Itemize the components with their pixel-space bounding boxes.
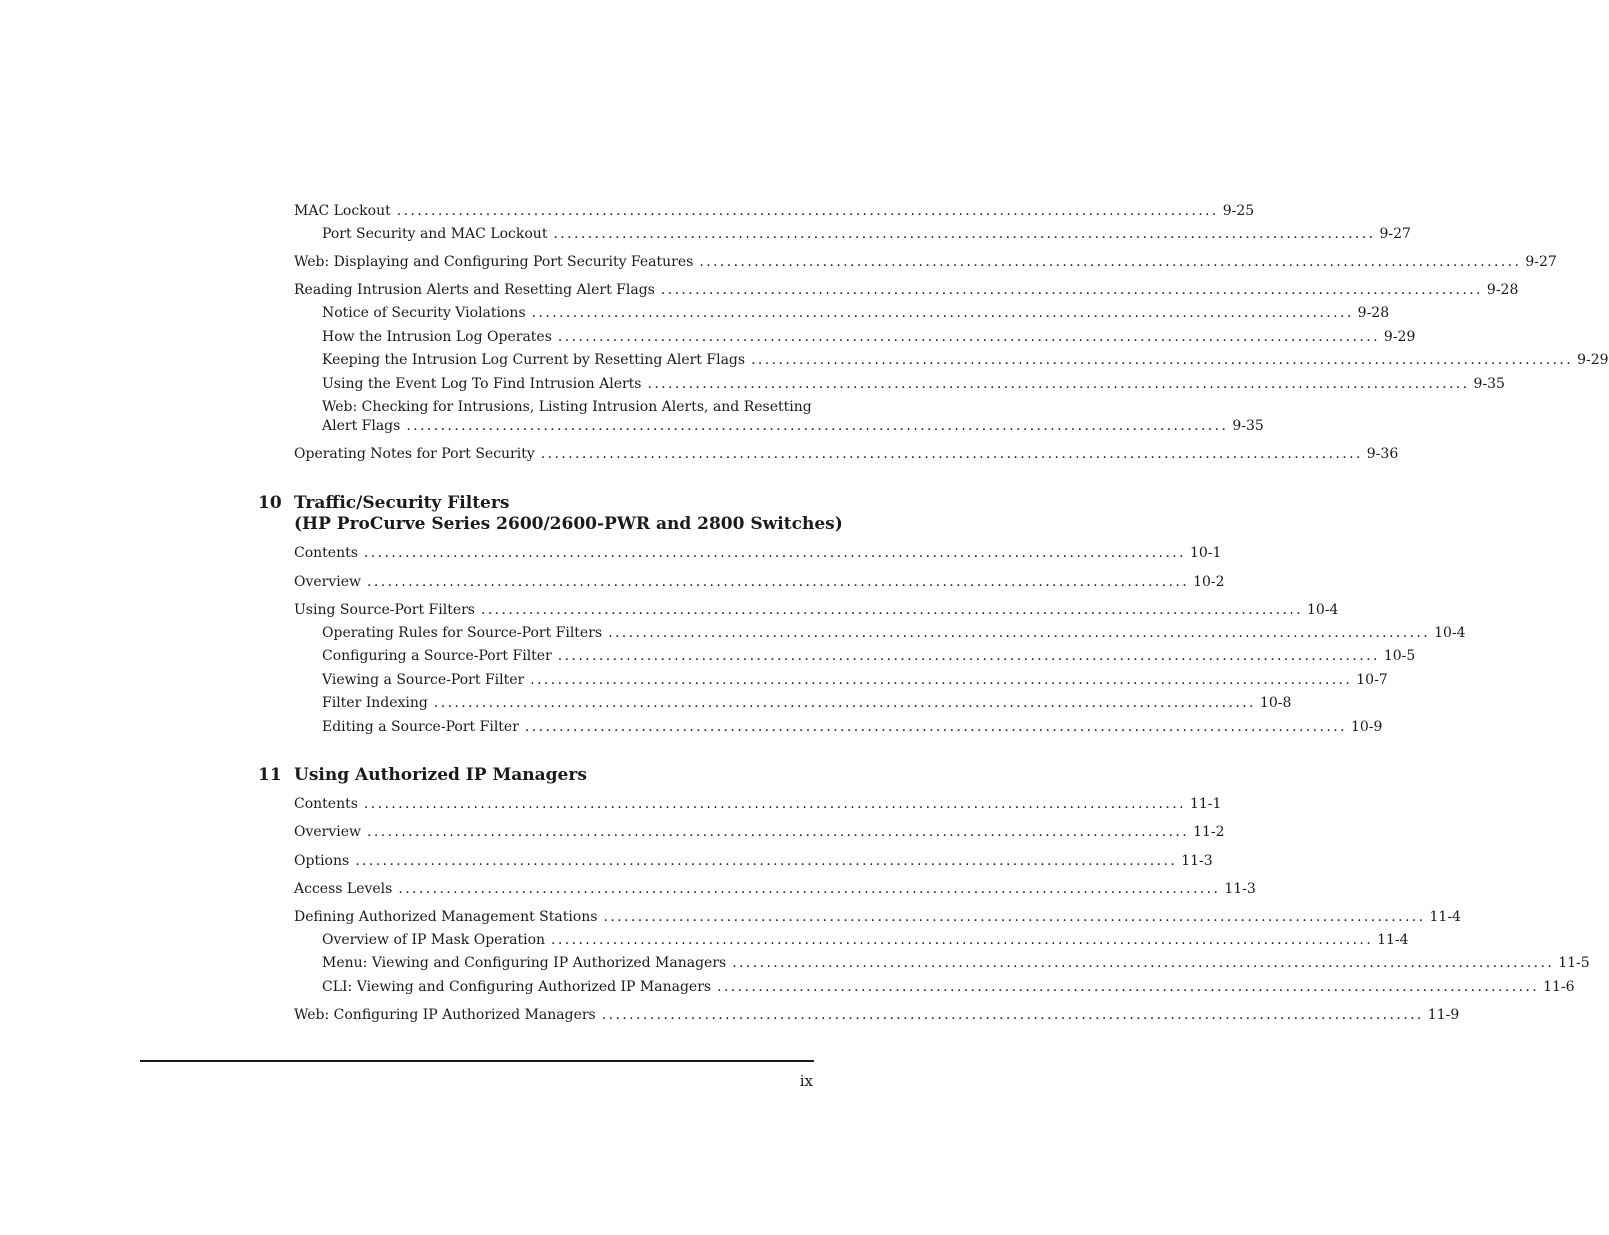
toc-entry-title: Operating Rules for Source-Port Filters [322, 625, 603, 641]
toc-entry-page: 9-28 [1486, 282, 1519, 298]
dot-leader: ........................................................................................................................ [363, 796, 1186, 812]
toc-entry-page: 9-35 [1232, 418, 1264, 434]
toc-entry-keeping-intrusion-log [322, 349, 1609, 369]
toc-entry-page: 11-2 [1193, 824, 1225, 840]
dot-leader: ........................................................................................................................ [551, 932, 1374, 948]
dot-leader: ........................................................................................................................ [699, 254, 1522, 270]
dot-leader: ........................................................................................................................ [531, 305, 1354, 321]
toc-entry-title: Overview [294, 824, 362, 840]
toc-entry-page: 11-9 [1427, 1007, 1460, 1023]
dot-leader: ........................................................................................................................ [524, 719, 1347, 735]
toc-entry-title: Web: Configuring IP Authorized Managers [294, 1007, 596, 1023]
toc-entry-title: Using the Event Log To Find Intrusion Alerts [322, 376, 642, 392]
toc-entry-page: 9-29 [1383, 329, 1416, 345]
dot-leader: ........................................................................................................................ [557, 329, 1380, 345]
dot-leader: ........................................................................................................................ [603, 909, 1426, 925]
toc-entry-cli-ip-managers [322, 976, 1575, 996]
toc-entry-web-ip-managers [294, 1004, 1460, 1024]
chapter-title-line2: (HP ProCurve Series 2600/2600-PWR and 2800 Switches) [294, 514, 843, 534]
toc-entry-contents-11 [294, 793, 1222, 813]
toc-entry-title-line1: Web: Checking for Intrusions, Listing Intrusion Alerts, and Resetting [322, 399, 812, 415]
toc-entry-title: Notice of Security Violations [322, 305, 526, 321]
dot-leader: ........................................................................................................................ [433, 695, 1256, 711]
toc-entry-title: Overview of IP Mask Operation [322, 932, 546, 948]
toc-entry-title: Menu: Viewing and Configuring IP Authorized Managers [322, 955, 727, 971]
toc-entry-title: Filter Indexing [322, 695, 428, 711]
toc-entry-title: CLI: Viewing and Configuring Authorized IP Managers [322, 979, 712, 995]
toc-entry-title: Using Source-Port Filters [294, 602, 475, 618]
dot-leader: ........................................................................................................................ [367, 824, 1190, 840]
dot-leader: ........................................................................................................................ [480, 602, 1304, 618]
toc-entry-page: 9-36 [1366, 446, 1399, 462]
toc-entry-page: 9-25 [1222, 203, 1255, 219]
toc-entry-title: MAC Lockout [294, 203, 391, 219]
dot-leader: ........................................................................................................................ [732, 955, 1555, 971]
toc-entry-port-security-mac-lockout [322, 223, 1411, 243]
toc-entry-title: Keeping the Intrusion Log Current by Resetting Alert Flags [322, 352, 746, 368]
toc-entry-page: 9-35 [1473, 376, 1505, 392]
dot-leader: ........................................................................................................................ [601, 1007, 1424, 1023]
chapter-number: 11 [258, 765, 282, 785]
toc-entry-defining-stations [294, 906, 1461, 926]
toc-entry-page: 11-1 [1189, 796, 1222, 812]
footer-rule [140, 1060, 814, 1062]
toc-entry-web-checking-intrusions [322, 399, 1264, 435]
toc-entry-title: Editing a Source-Port Filter [322, 719, 519, 735]
toc-entry-title: Reading Intrusion Alerts and Resetting Alert Flags [294, 282, 655, 298]
dot-leader: ........................................................................................................................ [751, 352, 1574, 368]
toc-entry-title: Configuring a Source-Port Filter [322, 648, 552, 664]
toc-entry-page: 11-4 [1377, 932, 1409, 948]
toc-entry-page: 11-4 [1429, 909, 1461, 925]
toc-entry-page: 9-28 [1357, 305, 1390, 321]
toc-entry-using-source-port-filters [294, 599, 1339, 619]
toc-entry-title: Defining Authorized Management Stations [294, 909, 598, 925]
toc-entry-page: 10-8 [1259, 695, 1292, 711]
chapter-title-line1: Using Authorized IP Managers [294, 765, 587, 785]
toc-entry-title: How the Intrusion Log Operates [322, 329, 552, 345]
toc-entry-web-port-security [294, 251, 1557, 271]
toc-entry-overview-11 [294, 821, 1225, 841]
dot-leader: ........................................................................................................................ [608, 625, 1431, 641]
toc-entry-page: 10-4 [1434, 625, 1466, 641]
toc-entry-options [294, 850, 1213, 870]
dot-leader: ........................................................................................................................ [367, 574, 1190, 590]
toc-entry-title: Overview [294, 574, 362, 590]
toc-entry-title: Options [294, 853, 350, 869]
toc-entry-title: Contents [294, 796, 358, 812]
dot-leader: ........................................................................................................................ [363, 545, 1186, 561]
toc-entry-reading-intrusion-alerts [294, 279, 1519, 299]
chapter-title [294, 493, 843, 535]
toc-entry-page: 10-7 [1356, 672, 1388, 688]
chapter-number: 10 [258, 493, 282, 513]
toc-entry-page: 9-27 [1379, 226, 1411, 242]
toc-entry-mac-lockout [294, 200, 1255, 220]
toc-entry-title: Operating Notes for Port Security [294, 446, 535, 462]
toc-entry-page: 11-3 [1181, 853, 1213, 869]
dot-leader: ........................................................................................................................ [647, 376, 1470, 392]
toc-entry-operating-rules [322, 622, 1466, 642]
toc-entry-page: 10-4 [1307, 602, 1339, 618]
toc-entry-page: 10-2 [1193, 574, 1225, 590]
toc-entry-page: 9-29 [1577, 352, 1609, 368]
toc-entry-title-line2: Alert Flags [322, 418, 401, 434]
toc-entry-event-log-intrusion [322, 373, 1505, 393]
toc-entry-line2 [322, 418, 1264, 435]
toc-entry-notice-security-violations [322, 302, 1390, 322]
toc-entry-title: Viewing a Source-Port Filter [322, 672, 525, 688]
toc-entry-overview-10 [294, 571, 1225, 591]
toc-entry-operating-notes [294, 443, 1399, 463]
toc-entry-viewing-filter [322, 669, 1388, 689]
toc-entry-page: 11-6 [1543, 979, 1575, 995]
dot-leader: ........................................................................................................................ [557, 648, 1380, 664]
toc-entry-title: Port Security and MAC Lockout [322, 226, 548, 242]
toc-entry-page: 10-5 [1383, 648, 1416, 664]
toc-entry-title: Access Levels [294, 881, 393, 897]
toc-entry-ip-mask [322, 929, 1409, 949]
chapter-title-line1: Traffic/Security Filters [294, 493, 510, 513]
dot-leader: ........................................................................................................................ [717, 979, 1540, 995]
page-number: ix [799, 1072, 813, 1090]
toc-entry-title: Contents [294, 545, 358, 561]
toc-entry-page: 11-3 [1224, 881, 1256, 897]
dot-leader: ........................................................................................................................ [660, 282, 1483, 298]
toc-entry-contents-10 [294, 542, 1222, 562]
toc-entry-title: Web: Displaying and Configuring Port Security Features [294, 254, 694, 270]
toc-entry-configuring-filter [322, 645, 1416, 665]
toc-entry-menu-ip-managers [322, 952, 1590, 972]
toc-entry-editing-filter [322, 716, 1383, 736]
dot-leader: ........................................................................................................................ [398, 881, 1221, 897]
toc-entry-access-levels [294, 878, 1256, 898]
dot-leader: ........................................................................................................................ [540, 446, 1363, 462]
chapter-title [294, 765, 587, 786]
dot-leader: ........................................................................................................................ [530, 672, 1353, 688]
toc-entry-page: 10-9 [1350, 719, 1383, 735]
dot-leader: ........................................................................................................................ [553, 226, 1376, 242]
toc-entry-intrusion-log-operates [322, 326, 1416, 346]
toc-entry-filter-indexing [322, 692, 1292, 712]
dot-leader: ........................................................................................................................ [396, 203, 1219, 219]
toc-entry-page: 11-5 [1558, 955, 1590, 971]
dot-leader: ........................................................................................................................ [355, 853, 1178, 869]
toc-entry-page: 10-1 [1189, 545, 1222, 561]
toc-entry-page: 9-27 [1525, 254, 1557, 270]
dot-leader: ........................................................................................................................ [406, 418, 1229, 434]
